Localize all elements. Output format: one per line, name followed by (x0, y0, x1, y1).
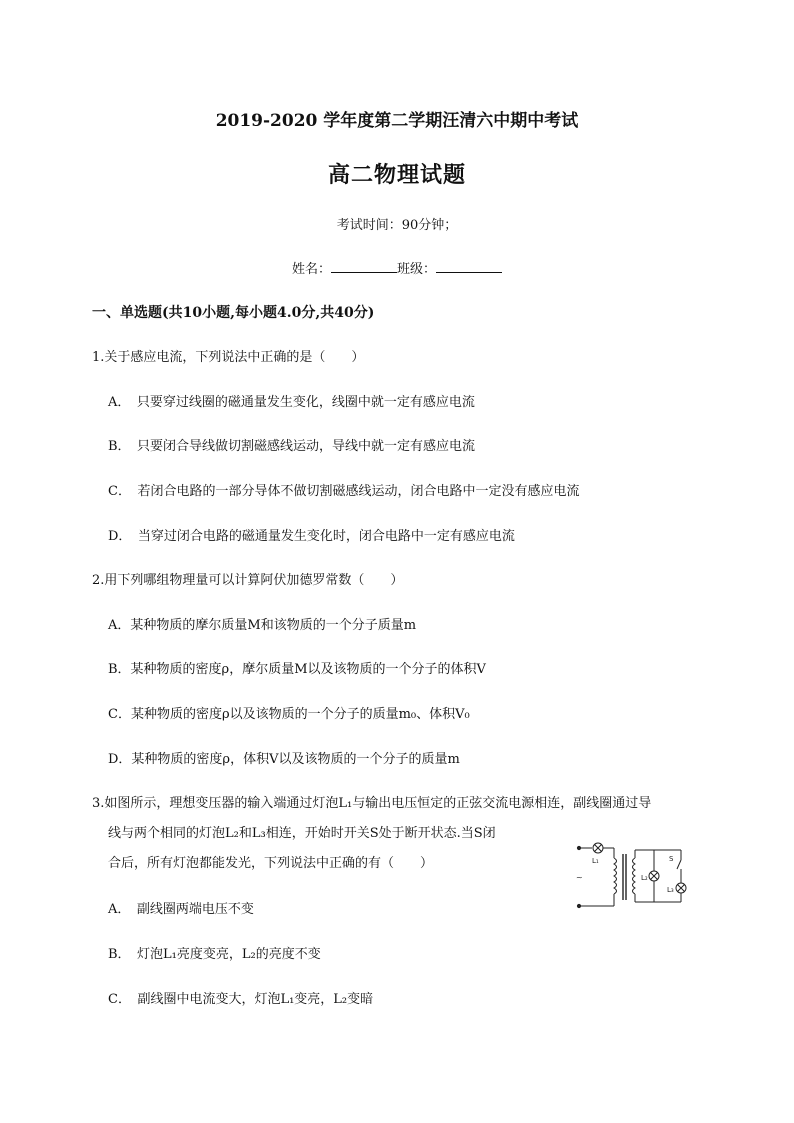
exam-time: 考试时间：90分钟； (336, 218, 458, 233)
class-blank[interactable] (436, 260, 502, 273)
name-blank[interactable] (331, 260, 397, 273)
question-1-option-a: A． 只要穿过线圈的磁通量发生变化，线圈中就一定有感应电流 (108, 395, 475, 410)
switch-s-icon (677, 860, 681, 869)
question-1-option-b: B． 只要闭合导线做切割磁感线运动，导线中就一定有感应电流 (108, 439, 476, 454)
primary-coil-icon (614, 858, 617, 894)
question-2-option-d: D．某种物质的密度ρ，体积V以及该物质的一个分子的质量m (108, 752, 460, 767)
transformer-circuit-diagram (574, 840, 692, 912)
question-3-option-a: A． 副线圈两端电压不变 (108, 902, 254, 917)
secondary-coil-icon (633, 858, 636, 894)
question-2-option-c: C．某种物质的密度ρ以及该物质的一个分子的质量m₀、体积V₀ (108, 707, 470, 722)
name-label: 姓名： (291, 262, 331, 277)
label-l2: L₂ (641, 874, 648, 882)
question-3-option-c: C． 副线圈中电流变大，灯泡L₁变亮，L₂变暗 (108, 992, 374, 1007)
question-2-option-a: A．某种物质的摩尔质量M和该物质的一个分子质量m (108, 618, 417, 633)
question-3-stem-line-1: 3.如图所示，理想变压器的输入端通过灯泡L₁与输出电压恒定的正弦交流电源相连，副线圈通过导 (92, 796, 652, 811)
question-3-stem-line-3: 合后，所有灯泡都能发光，下列说法中正确的有（ ） (108, 856, 434, 871)
question-3-stem-line-2: 线与两个相同的灯泡L₂和L₃相连，开始时开关S处于断开状态.当S闭 (108, 826, 496, 841)
question-1-stem: 1.关于感应电流，下列说法中正确的是（ ） (92, 350, 365, 365)
question-1-option-c: C． 若闭合电路的一部分导体不做切割磁感线运动，闭合电路中一定没有感应电流 (108, 484, 580, 499)
question-3-option-b: B． 灯泡L₁亮度变亮，L₂的亮度不变 (108, 947, 321, 962)
label-ac-source: ~ (576, 873, 583, 882)
exam-subject: 高二物理试题 (327, 162, 466, 188)
label-switch-s: S (669, 855, 674, 863)
exam-title: 2019-2020 学年度第二学期汪清六中期中考试 (215, 111, 579, 131)
question-2-option-b: B．某种物质的密度ρ，摩尔质量M以及该物质的一个分子的体积V (108, 662, 486, 677)
section-heading: 一、单选题(共10小题,每小题4.0分,共40分) (92, 305, 375, 321)
label-l1: L₁ (592, 857, 599, 865)
question-2-stem: 2.用下列哪组物理量可以计算阿伏加德罗常数（ ） (92, 573, 404, 588)
class-label: 班级： (397, 262, 437, 277)
question-1-option-d: D． 当穿过闭合电路的磁通量发生变化时，闭合电路中一定有感应电流 (108, 529, 515, 544)
student-info-line (0, 258, 794, 277)
label-l3: L₃ (667, 886, 674, 894)
